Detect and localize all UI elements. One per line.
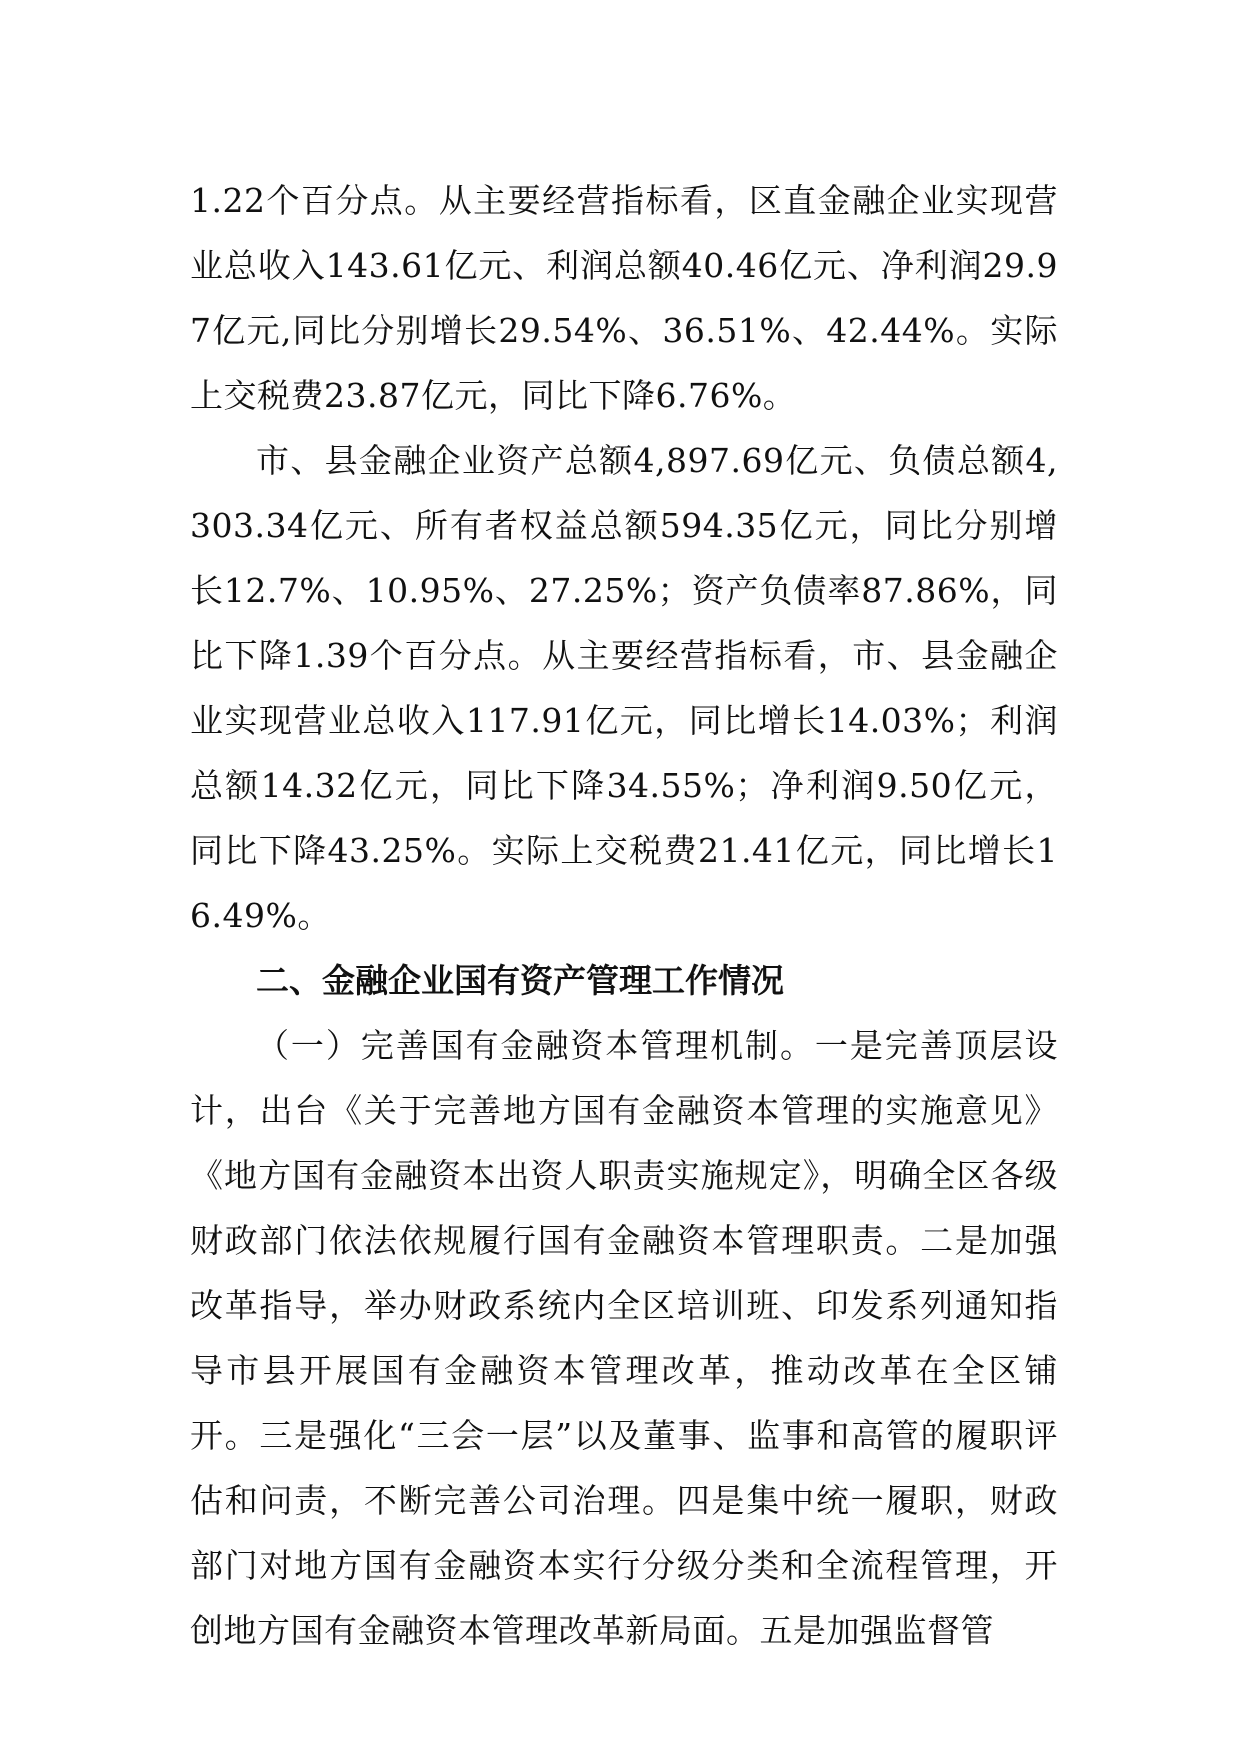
document-body: [190, 168, 1058, 1663]
paragraph-city-county-finance-summary: 市、县金融企业资产总额4,897.69亿元、负债总额4,303.34亿元、所有者权益总额594.35亿元，同比分别增长12.7%、10.95%、27.25%；资产负债率87.86%，同比下降1.39个百分点。从主要经营指标看，市、县金融企业实现营业总收入117.91亿元，同比增长14.03%；利润总额14.32亿元，同比下降34.55%；净利润9.50亿元，同比下降43.25%。实际上交税费21.41亿元，同比增长16.49%。: [190, 441, 1058, 935]
paragraph-district-finance-summary: 1.22个百分点。从主要经营指标看，区直金融企业实现营业总收入143.61亿元、利润总额40.46亿元、净利润29.97亿元,同比分别增长29.54%、36.51%、42.44%。实际上交税费23.87亿元，同比下降6.76%。: [190, 181, 1058, 415]
section-heading: 二、金融企业国有资产管理工作情况: [256, 961, 784, 1000]
paragraph-management-mechanism: （一）完善国有金融资本管理机制。一是完善顶层设计，出台《关于完善地方国有金融资本管理的实施意见》《地方国有金融资本出资人职责实施规定》，明确全区各级财政部门依法依规履行国有金融资本管理职责。二是加强改革指导，举办财政系统内全区培训班、印发系列通知指导市县开展国有金融资本管理改革，推动改革在全区铺开。三是强化“三会一层”以及董事、监事和高管的履职评估和问责，不断完善公司治理。四是集中统一履职，财政部门对地方国有金融资本实行分级分类和全流程管理，开创地方国有金融资本管理改革新局面。五是加强监督管: [190, 1026, 1058, 1650]
